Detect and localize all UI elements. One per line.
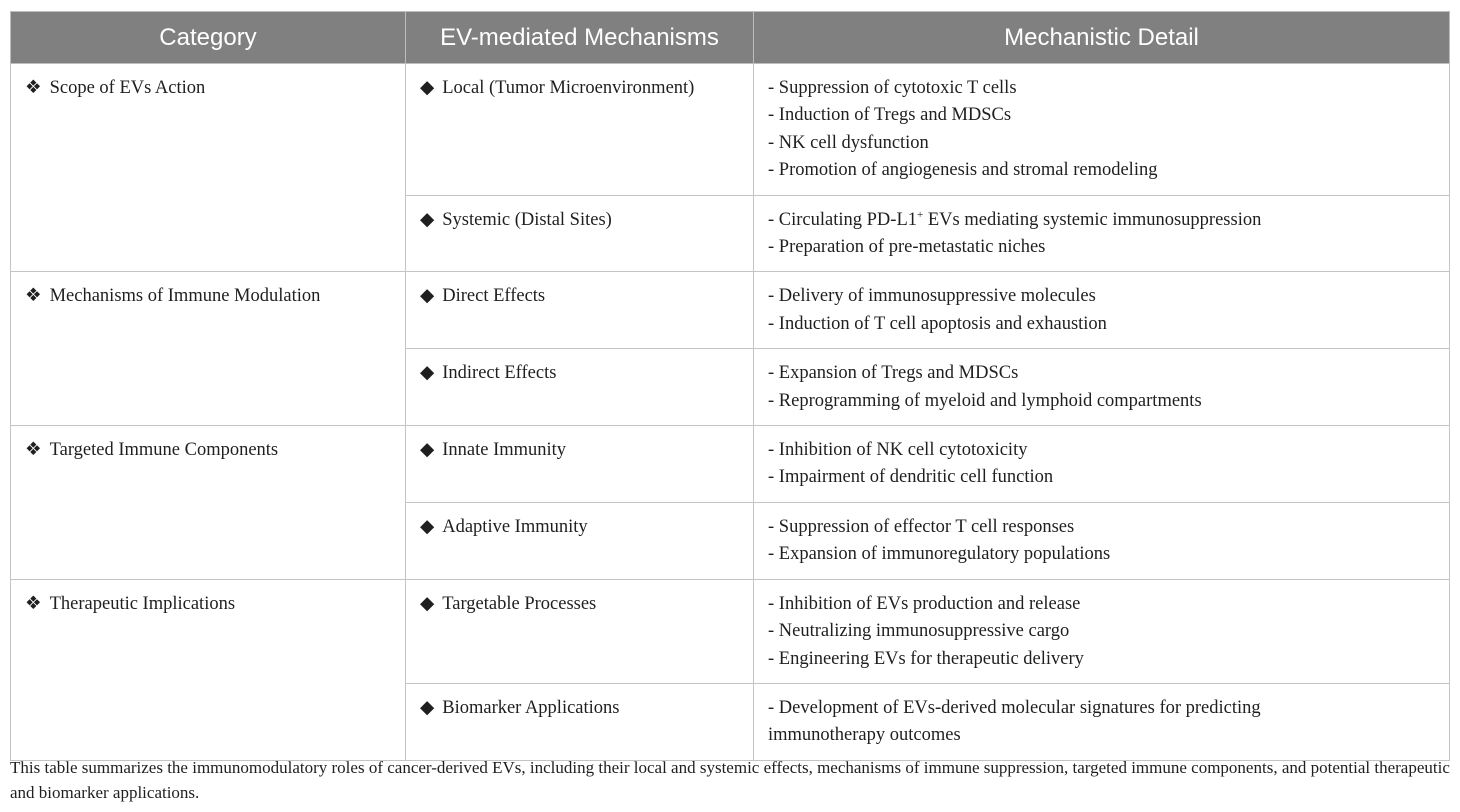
mechanism-bullet-icon: ◆ xyxy=(420,440,435,461)
mechanism-label: Adaptive Immunity xyxy=(442,516,588,537)
header-mechanisms: EV-mediated Mechanisms xyxy=(406,12,754,64)
mechanism-bullet-icon: ◆ xyxy=(420,363,435,384)
category-cell xyxy=(11,579,406,760)
detail-line: - Promotion of angiogenesis and stromal remodeling xyxy=(768,160,1158,181)
detail-line: - Inhibition of NK cell cytotoxicity xyxy=(768,440,1028,461)
detail-line: - Engineering EVs for therapeutic delivery xyxy=(768,648,1084,669)
detail-cell xyxy=(754,272,1450,349)
mechanism-cell xyxy=(406,502,754,579)
category-label: Targeted Immune Components xyxy=(49,440,279,461)
category-label: Scope of EVs Action xyxy=(49,78,206,98)
mechanism-bullet-icon: ◆ xyxy=(420,593,435,614)
detail-cell xyxy=(754,502,1450,579)
category-label: Therapeutic Implications xyxy=(49,593,236,614)
mechanism-bullet-icon: ◆ xyxy=(420,516,435,537)
detail-line: - Induction of T cell apoptosis and exhaustion xyxy=(768,313,1107,334)
mechanism-label: Indirect Effects xyxy=(442,363,557,384)
detail-cell xyxy=(754,349,1450,426)
detail-text: EVs mediating systemic immunosuppression xyxy=(923,209,1262,230)
detail-text: - Circulating PD-L1 xyxy=(768,209,918,230)
category-bullet-icon: ❖ xyxy=(25,593,42,614)
detail-cell xyxy=(754,195,1450,272)
detail-line: - Neutralizing immunosuppressive cargo xyxy=(768,621,1070,642)
table-row xyxy=(11,272,1450,349)
detail-line: - Expansion of Tregs and MDSCs xyxy=(768,363,1019,384)
detail-line: - Delivery of immunosuppressive molecules xyxy=(768,286,1096,307)
detail-line: - Suppression of effector T cell responses xyxy=(768,516,1075,537)
mechanism-cell xyxy=(406,579,754,683)
detail-line xyxy=(768,207,1435,234)
detail-line: - NK cell dysfunction xyxy=(768,132,929,153)
mechanism-label: Innate Immunity xyxy=(442,440,567,461)
detail-line: - Inhibition of EVs production and release xyxy=(768,593,1081,614)
table-row xyxy=(11,579,1450,683)
table-row xyxy=(11,64,1450,196)
detail-line: - Induction of Tregs and MDSCs xyxy=(768,105,1012,126)
mechanism-bullet-icon: ◆ xyxy=(420,697,435,718)
detail-line: - Suppression of cytotoxic T cells xyxy=(768,78,1017,98)
category-bullet-icon: ❖ xyxy=(25,78,42,98)
mechanism-label: Biomarker Applications xyxy=(442,697,620,718)
category-label: Mechanisms of Immune Modulation xyxy=(49,286,321,307)
mechanism-cell xyxy=(406,272,754,349)
mechanism-cell xyxy=(406,349,754,426)
mechanism-label: Local (Tumor Microenvironment) xyxy=(442,78,695,98)
table-container xyxy=(10,11,1450,761)
detail-line: - Impairment of dendritic cell function xyxy=(768,467,1054,488)
header-detail: Mechanistic Detail xyxy=(754,12,1450,64)
mechanism-bullet-icon: ◆ xyxy=(420,286,435,307)
header-row xyxy=(11,12,1450,64)
detail-line: - Preparation of pre-metastatic niches xyxy=(768,237,1046,258)
category-bullet-icon: ❖ xyxy=(25,440,42,461)
category-cell xyxy=(11,64,406,272)
category-bullet-icon: ❖ xyxy=(25,286,42,307)
category-cell xyxy=(11,426,406,580)
detail-line: - Development of EVs-derived molecular signatures for predicting immunotherapy outcomes xyxy=(768,697,1261,746)
detail-cell xyxy=(754,579,1450,683)
mechanism-label: Systemic (Distal Sites) xyxy=(442,209,612,230)
mechanism-bullet-icon: ◆ xyxy=(420,78,435,98)
table-row xyxy=(11,426,1450,503)
mechanism-bullet-icon: ◆ xyxy=(420,209,435,230)
mechanism-label: Targetable Processes xyxy=(442,593,597,614)
detail-cell xyxy=(754,683,1450,760)
category-cell xyxy=(11,272,406,426)
mechanism-cell xyxy=(406,426,754,503)
superscript: + xyxy=(917,208,924,221)
summary-table xyxy=(10,11,1450,761)
mechanism-cell xyxy=(406,64,754,196)
mechanism-cell xyxy=(406,195,754,272)
detail-line: - Reprogramming of myeloid and lymphoid compartments xyxy=(768,390,1202,411)
mechanism-label: Direct Effects xyxy=(442,286,546,307)
table-caption: This table summarizes the immunomodulatory roles of cancer-derived EVs, including their local and systemic effects, mechanisms of immune suppression, targeted immune components, and potential therapeutic and biomarker applications. xyxy=(10,758,1450,802)
header-category: Category xyxy=(11,12,406,64)
detail-cell xyxy=(754,64,1450,196)
mechanism-cell xyxy=(406,683,754,760)
detail-line: - Expansion of immunoregulatory populations xyxy=(768,544,1111,565)
detail-cell xyxy=(754,426,1450,503)
